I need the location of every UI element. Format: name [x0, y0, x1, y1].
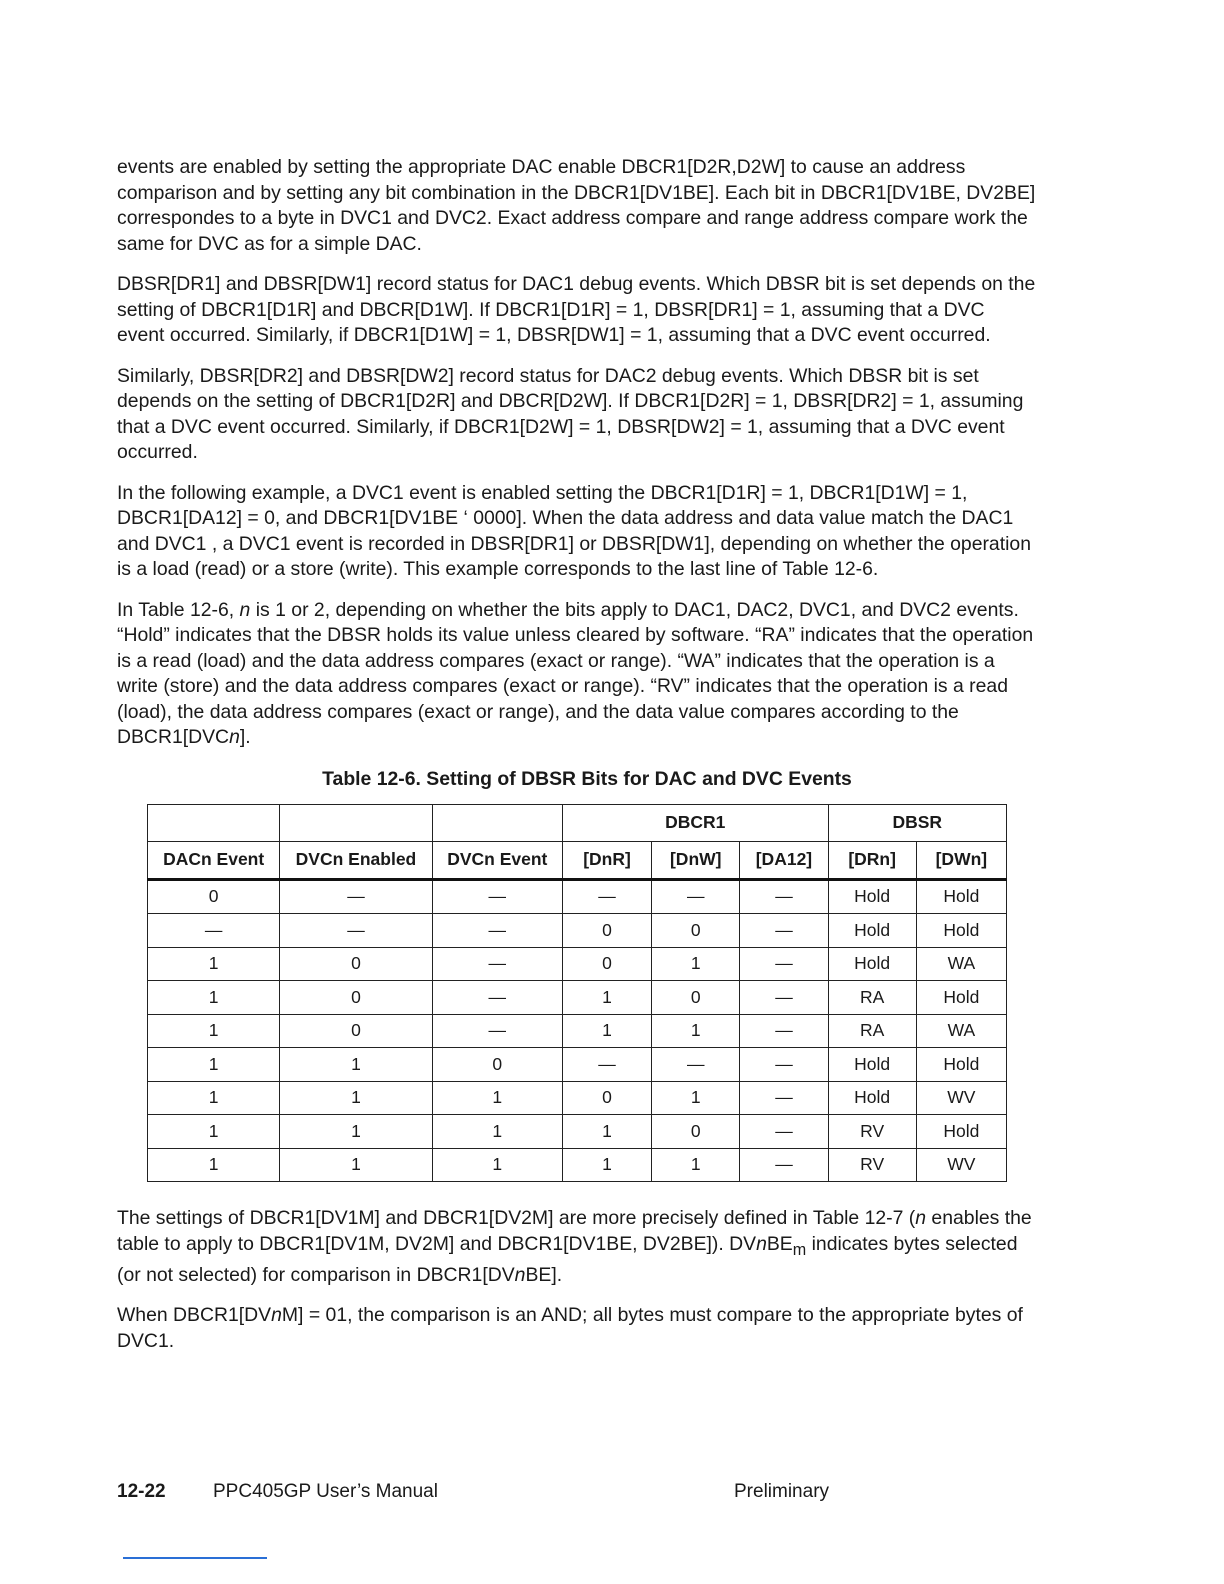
table-cell: WA [916, 1014, 1006, 1048]
page-content [117, 155, 1037, 1369]
empty-header [148, 804, 280, 841]
table-cell: 1 [148, 981, 280, 1015]
paragraph-5: In Table 12-6, n is 1 or 2, depending on whether the bits apply to DAC1, DAC2, DVC1, and DVC2 events. “Hold” indicates that the DBSR holds its value unless cleared by software. “RA” indicates that the operation is a read (load) and the data address compares (exact or range). “WA” indicates that the operation is a write (store) and the data address compares (exact or range). “RV” indicates that the operation is a read (load), the data address compares (exact or range), and the data value compares according to the DBCR1[DVCn]. [117, 598, 1034, 748]
dbsr-settings-table [147, 804, 1007, 1183]
paragraph-1: events are enabled by setting the appropriate DAC enable DBCR1[D2R,D2W] to cause an address comparison and by setting any bit combination in the DBCR1[DV1BE]. Each bit in DBCR1[DV1BE, DV2BE] correspondes to a byte in DVC1 and DVC2. Exact address compare and range address compare work the same for DVC as for a simple DAC. [117, 156, 1036, 255]
table-cell: 1 [652, 947, 740, 981]
table-cell: Hold [828, 1081, 916, 1115]
table-cell: 0 [280, 947, 432, 981]
table-cell: 0 [562, 1081, 651, 1115]
table-cell: 1 [562, 1148, 651, 1182]
table-cell: — [652, 1048, 740, 1082]
document-status: Preliminary [734, 1481, 830, 1502]
table-cell: 1 [148, 1081, 280, 1115]
table-cell: 1 [432, 1148, 562, 1182]
group-header-dbsr: DBSR [828, 804, 1006, 841]
table-cell: RV [828, 1148, 916, 1182]
table-cell: WA [916, 947, 1006, 981]
table-row [148, 1014, 1007, 1048]
table-cell: 1 [652, 1081, 740, 1115]
table-cell: Hold [916, 981, 1006, 1015]
table-row [148, 1048, 1007, 1082]
table-cell: — [740, 947, 828, 981]
table-cell: — [740, 1115, 828, 1149]
paragraph-3: Similarly, DBSR[DR2] and DBSR[DW2] record status for DAC2 debug events. Which DBSR bit is set depends on the setting of DBCR1[D2R] and DBCR[D2W]. If DBCR1[D2R] = 1, DBSR[DR2] = 1, assuming that a DVC event occurred. Similarly, if DBCR1[D2W] = 1, DBSR[DW2] = 1, assuming that a DVC event occurred. [117, 364, 1024, 463]
table-cell: 1 [652, 1148, 740, 1182]
column-header: [DWn] [916, 841, 1006, 879]
table-cell: 0 [148, 879, 280, 914]
table-cell: 1 [562, 1115, 651, 1149]
table-cell: — [432, 1014, 562, 1048]
table-row [148, 1081, 1007, 1115]
column-header: [DnW] [652, 841, 740, 879]
table-row [148, 1115, 1007, 1149]
table-cell: — [740, 981, 828, 1015]
table-row [148, 981, 1007, 1015]
empty-header [280, 804, 432, 841]
table-cell: 1 [148, 947, 280, 981]
table-cell: Hold [828, 1048, 916, 1082]
table-cell: 1 [432, 1081, 562, 1115]
table-cell: 1 [562, 1014, 651, 1048]
column-header: [DRn] [828, 841, 916, 879]
table-row [148, 879, 1007, 914]
table-cell: 0 [652, 981, 740, 1015]
table-cell: 0 [652, 1115, 740, 1149]
table-cell: 0 [280, 981, 432, 1015]
table-cell: — [652, 879, 740, 914]
table-row [148, 1148, 1007, 1182]
table-cell: Hold [916, 1048, 1006, 1082]
table-cell: — [740, 1148, 828, 1182]
table-cell: 0 [562, 947, 651, 981]
table-row [148, 947, 1007, 981]
table-cell: 1 [432, 1115, 562, 1149]
paragraph-6: The settings of DBCR1[DV1M] and DBCR1[DV2M] are more precisely defined in Table 12-7 (n enables the table to apply to DBCR1[DV1M, DV2M] and DBCR1[DV1BE, DV2BE]). DVnBE$_m$ indicates bytes selected (or not selected) for comparison in DBCR1[DVnBE]. [117, 1207, 1032, 1286]
table-cell: 0 [280, 1014, 432, 1048]
table-row [148, 914, 1007, 948]
table-cell: 1 [280, 1115, 432, 1149]
table-cell: — [562, 1048, 651, 1082]
table-cell: Hold [828, 947, 916, 981]
column-header: DVCn Enabled [280, 841, 432, 879]
table-cell: Hold [916, 914, 1006, 948]
table-cell: Hold [916, 879, 1006, 914]
table-cell: WV [916, 1148, 1006, 1182]
table-cell: — [740, 914, 828, 948]
table-cell: 0 [652, 914, 740, 948]
paragraph-7: When DBCR1[DVnM] = 01, the comparison is an AND; all bytes must compare to the appropriate bytes of DVC1. [117, 1304, 1023, 1352]
table-cell: 0 [432, 1048, 562, 1082]
table-caption: Table 12-6. Setting of DBSR Bits for DAC and DVC Events [322, 767, 852, 790]
table-cell: 1 [148, 1014, 280, 1048]
table-cell: — [280, 914, 432, 948]
group-header-dbcr1: DBCR1 [562, 804, 828, 841]
table-cell: Hold [828, 879, 916, 914]
table-cell: Hold [916, 1115, 1006, 1149]
page-number: 12-22 [117, 1481, 166, 1502]
table-cell: — [148, 914, 280, 948]
table-cell: RA [828, 981, 916, 1015]
table-cell: — [740, 1048, 828, 1082]
table-cell: 1 [148, 1115, 280, 1149]
table-cell: — [740, 1081, 828, 1115]
table-cell: — [432, 879, 562, 914]
table-cell: — [740, 879, 828, 914]
paragraph-2: DBSR[DR1] and DBSR[DW1] record status for DAC1 debug events. Which DBSR bit is set depends on the setting of DBCR1[D1R] and DBCR[D1W]. If DBCR1[D1R] = 1, DBSR[DR1] = 1, assuming that a DVC event occurred. Similarly, if DBCR1[D1W] = 1, DBSR[DW1] = 1, assuming that a DVC event occurred. [117, 273, 1036, 346]
table-cell: RA [828, 1014, 916, 1048]
column-header: [DA12] [740, 841, 828, 879]
table-cell: 1 [652, 1014, 740, 1048]
column-header: DACn Event [148, 841, 280, 879]
table-cell: WV [916, 1081, 1006, 1115]
manual-title: PPC405GP User’s Manual [213, 1481, 438, 1502]
table-cell: 1 [148, 1148, 280, 1182]
empty-header [432, 804, 562, 841]
table-cell: 1 [280, 1081, 432, 1115]
table-cell: — [562, 879, 651, 914]
table-cell: RV [828, 1115, 916, 1149]
table-cell: 1 [280, 1148, 432, 1182]
table-cell: Hold [828, 914, 916, 948]
table-cell: 1 [280, 1048, 432, 1082]
column-header: DVCn Event [432, 841, 562, 879]
table-body [148, 879, 1007, 1182]
paragraph-4: In the following example, a DVC1 event is enabled setting the DBCR1[D1R] = 1, DBCR1[D1W] = 1, DBCR1[DA12] = 0, and DBCR1[DV1BE ‘ 0000]. When the data address and data value match the DAC1 and DVC1 , a DVC1 event is recorded in DBSR[DR1] or DBSR[DW1], depending on whether the operation is a load (read) or a store (write). This example corresponds to the last line of Table 12-6. [117, 481, 1031, 580]
table-cell: — [740, 1014, 828, 1048]
column-header: [DnR] [562, 841, 651, 879]
table-cell: — [432, 947, 562, 981]
table-cell: — [432, 914, 562, 948]
table-cell: 0 [562, 914, 651, 948]
divider-line [123, 1557, 267, 1559]
table-cell: — [280, 879, 432, 914]
table-cell: — [432, 981, 562, 1015]
table-header-row [148, 841, 1007, 879]
table-cell: 1 [148, 1048, 280, 1082]
table-group-header-row [148, 804, 1007, 841]
table-cell: 1 [562, 981, 651, 1015]
